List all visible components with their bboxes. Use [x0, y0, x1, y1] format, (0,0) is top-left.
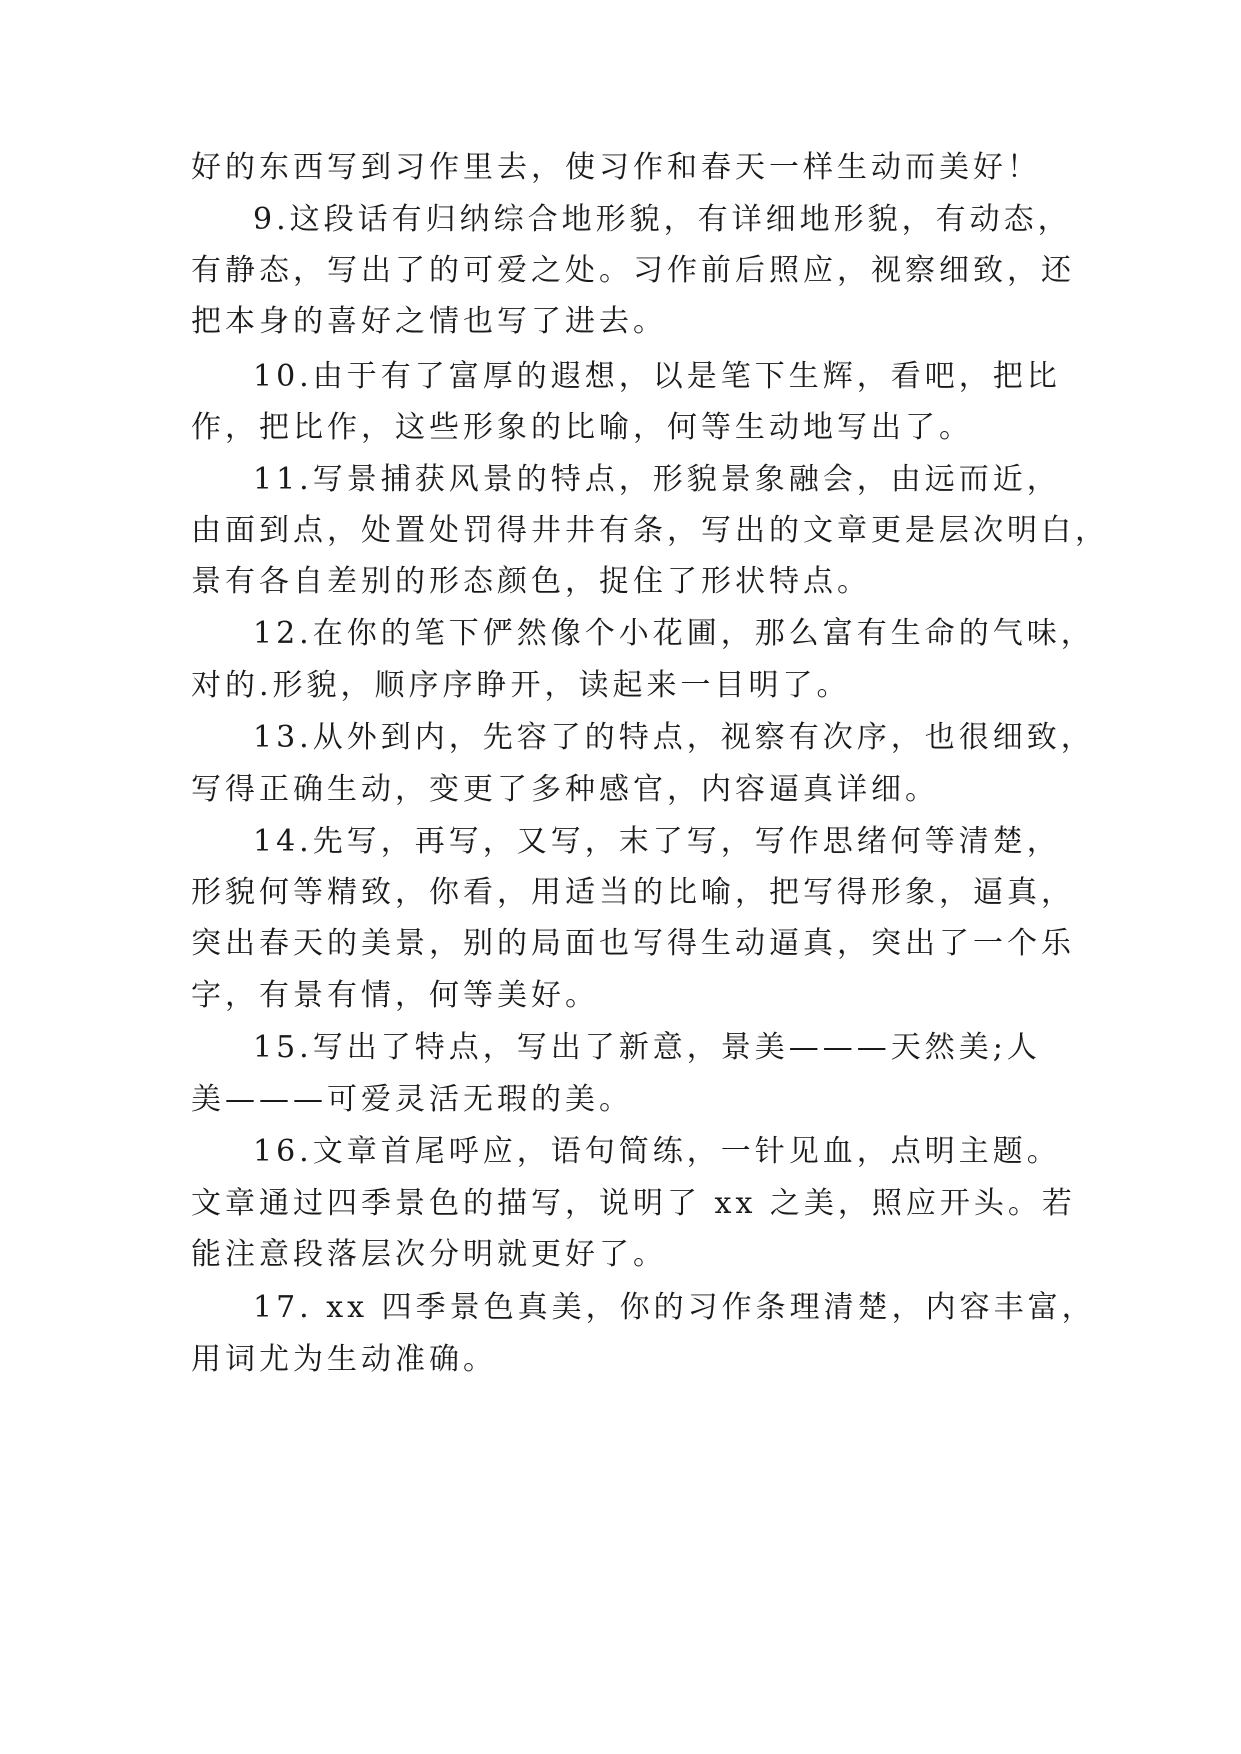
item-12-line: 12.在你的笔下俨然像个小花圃，那么富有生命的气味， [253, 616, 1095, 651]
text-line: 形貌何等精致，你看，用适当的比喻，把写得形象，逼真， [191, 875, 1075, 910]
item-11-line: 11.写景捕获风景的特点，形貌景象融会，由远而近， [253, 462, 1061, 497]
text-line: 能注意段落层次分明就更好了。 [191, 1237, 667, 1272]
item-9-line: 9.这段话有归纳综合地形貌，有详细地形貌，有动态， [253, 202, 1072, 237]
text-line: 作，把比作，这些形象的比喻，何等生动地写出了。 [191, 410, 973, 445]
text-line: 好的东西写到习作里去，使习作和春天一样生动而美好！ [191, 150, 1041, 185]
text-line: 写得正确生动，变更了多种感官，内容逼真详细。 [191, 772, 939, 807]
text-line: 由面到点，处置处罚得井井有条，写出的文章更是层次明白， [191, 513, 1109, 548]
text-line: 把本身的喜好之情也写了进去。 [191, 304, 667, 339]
text-line: 有静态，写出了的可爱之处。习作前后照应，视察细致，还 [191, 253, 1075, 288]
text-line: 景有各自差别的形态颜色，捉住了形状特点。 [191, 564, 871, 599]
text-line: 字，有景有情，何等美好。 [191, 978, 599, 1013]
item-13-line: 13.从外到内，先容了的特点，视察有次序，也很细致， [253, 720, 1095, 755]
item-17-line: 17. xx 四季景色真美，你的习作条理清楚，内容丰富， [253, 1290, 1096, 1325]
text-line: 用词尤为生动准确。 [191, 1342, 497, 1377]
item-10-line: 10.由于有了富厚的遐想，以是笔下生辉，看吧，把比 [253, 359, 1061, 394]
text-line: 对的.形貌，顺序序睁开，读起来一目明了。 [191, 668, 851, 703]
text-line: 美———可爱灵活无瑕的美。 [191, 1082, 633, 1117]
item-14-line: 14.先写，再写，又写，末了写，写作思绪何等清楚， [253, 824, 1061, 859]
text-line: 突出春天的美景，别的局面也写得生动逼真，突出了一个乐 [191, 926, 1075, 961]
text-line: 文章通过四季景色的描写，说明了 xx 之美，照应开头。若 [191, 1186, 1076, 1221]
item-16-line: 16.文章首尾呼应，语句简练，一针见血，点明主题。 [253, 1134, 1061, 1169]
item-15-line: 15.写出了特点，写出了新意，景美———天然美;人 [253, 1030, 1041, 1065]
